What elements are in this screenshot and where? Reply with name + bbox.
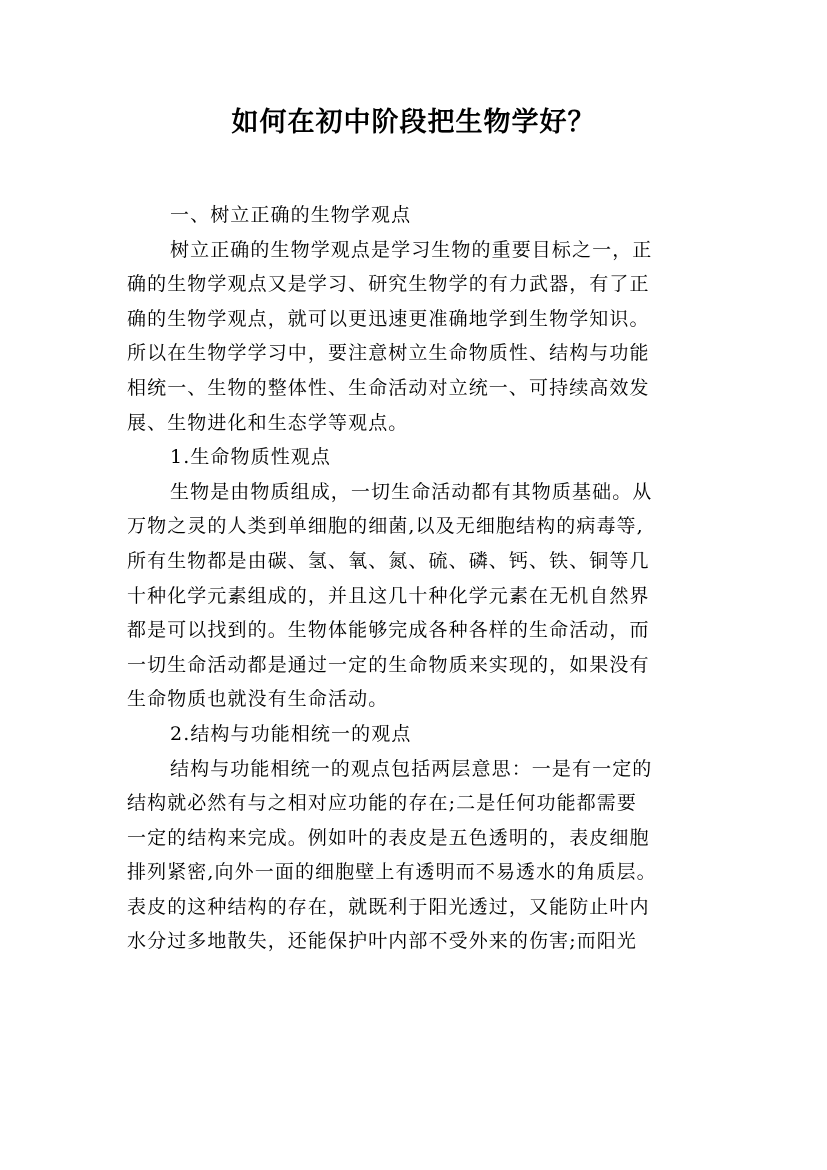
paragraph-line: 结构就必然有与之相对应功能的存在;二是任何功能都需要: [127, 792, 638, 815]
subsection-heading: 2.结构与功能相统一的观点: [170, 722, 412, 745]
paragraph-line: 结构与功能相统一的观点包括两层意思：一是有一定的: [170, 757, 653, 780]
subsection-heading: 1.生命物质性观点: [170, 446, 332, 469]
section-heading: 一、树立正确的生物学观点: [170, 204, 412, 226]
paragraph-line: 万物之灵的人类到单细胞的细菌,以及无细胞结构的病毒等,: [127, 515, 644, 538]
paragraph-line: 树立正确的生物学观点是学习生物的重要目标之一，正: [170, 238, 653, 261]
paragraph-line: 相统一、生物的整体性、生命活动对立统一、可持续高效发: [127, 376, 650, 399]
paragraph-line: 生命物质也就没有生命活动。: [127, 688, 389, 711]
paragraph-line: 生物是由物质组成，一切生命活动都有其物质基础。从: [170, 480, 653, 503]
document-title: 如何在初中阶段把生物学好？: [231, 107, 596, 138]
paragraph-line: 一切生命活动都是通过一定的生命物质来实现的，如果没有: [127, 653, 650, 676]
paragraph-line: 水分过多地散失，还能保护叶内部不受外来的伤害;而阳光: [127, 930, 638, 953]
paragraph-line: 表皮的这种结构的存在，就既利于阳光透过，又能防止叶内: [127, 895, 650, 918]
paragraph-line: 所有生物都是由碳、氢、氧、氮、硫、磷、钙、铁、铜等几: [127, 549, 650, 572]
paragraph-line: 十种化学元素组成的，并且这几十种化学元素在无机自然界: [127, 584, 650, 607]
document-body: [127, 198, 707, 959]
paragraph-line: 展、生物进化和生态学等观点。: [127, 411, 409, 434]
paragraph-line: 都是可以找到的。生物体能够完成各种各样的生命活动，而: [127, 619, 650, 642]
paragraph-line: 排列紧密,向外一面的细胞壁上有透明而不易透水的角质层。: [127, 861, 657, 884]
paragraph-line: 确的生物学观点又是学习、研究生物学的有力武器，有了正: [127, 273, 650, 296]
paragraph-line: 一定的结构来完成。例如叶的表皮是五色透明的，表皮细胞: [127, 826, 650, 849]
paragraph-line: 确的生物学观点，就可以更迅速更准确地学到生物学知识。: [127, 307, 650, 330]
paragraph-line: 所以在生物学学习中，要注意树立生命物质性、结构与功能: [127, 342, 650, 365]
